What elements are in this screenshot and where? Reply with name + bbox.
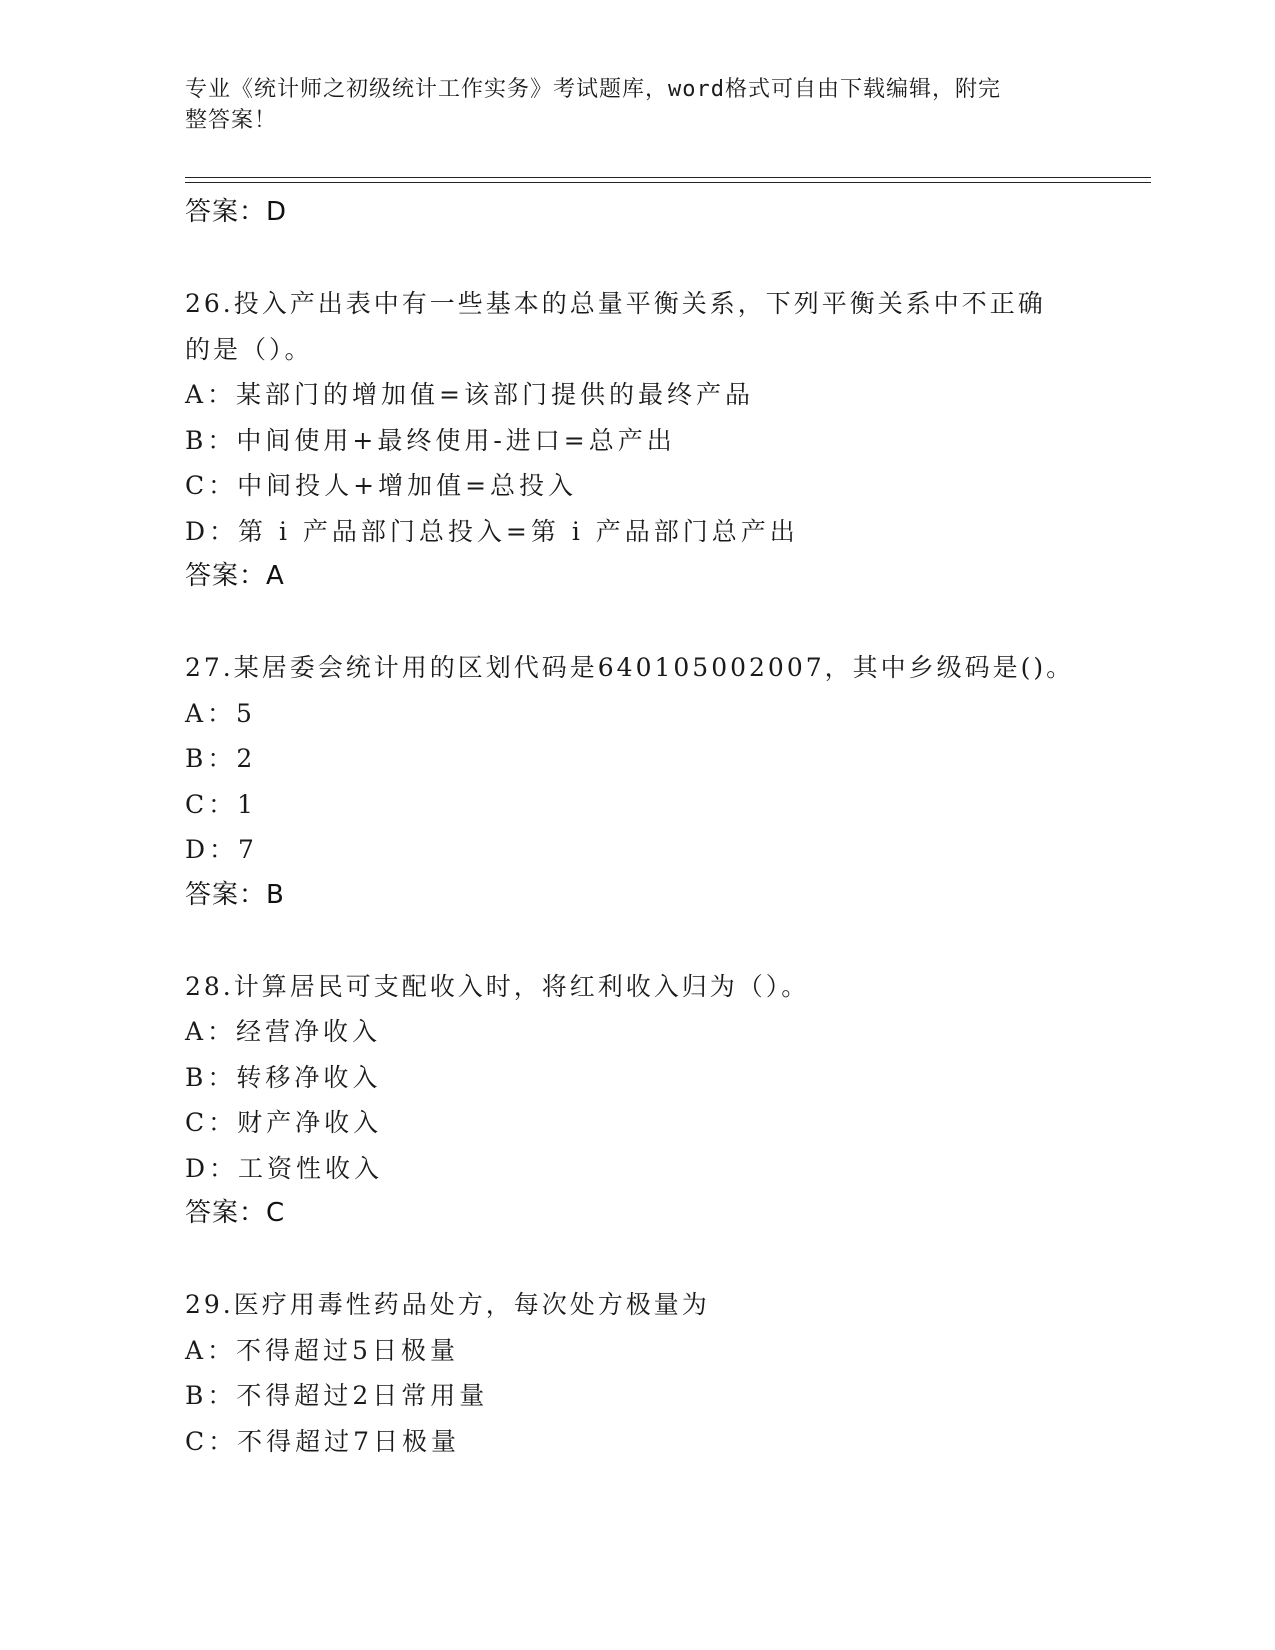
option-a: A：某部门的增加值=该部门提供的最终产品 xyxy=(185,380,755,409)
spacer xyxy=(185,1237,1085,1283)
option-a: A：不得超过5日极量 xyxy=(185,1335,459,1365)
option-c: C：不得超过7日极量 xyxy=(185,1426,461,1456)
option-b: B：转移净收入 xyxy=(185,1062,382,1092)
option-d: D：7 xyxy=(185,835,258,864)
question-29 xyxy=(185,1282,1085,1464)
spacer xyxy=(185,600,1085,646)
question-stem: 27.某居委会统计用的区划代码是640105002007，其中乡级码是()。 xyxy=(185,653,1075,682)
question-stem: 的是（）。 xyxy=(185,334,313,364)
option-c: C：财产净收入 xyxy=(185,1108,383,1137)
question-28 xyxy=(185,964,1085,1237)
option-c: C：1 xyxy=(185,789,258,819)
question-26 xyxy=(185,281,1085,600)
option-d: D：工资性收入 xyxy=(185,1153,384,1183)
option-b: B：不得超过2日常用量 xyxy=(185,1381,489,1410)
question-list xyxy=(185,190,1085,1464)
option-b: B：中间使用+最终使用-进口=总产出 xyxy=(185,425,676,455)
option-d: D：第 i 产品部门总投入=第 i 产品部门总产出 xyxy=(185,516,799,546)
previous-answer: 答案：D xyxy=(185,197,288,227)
question-stem: 29.医疗用毒性药品处方，每次处方极量为 xyxy=(185,1290,710,1319)
header-line-2: 整答案！ xyxy=(185,108,278,133)
option-a: A：5 xyxy=(185,698,256,728)
header-rule-thin xyxy=(185,177,1151,178)
answer: 答案：A xyxy=(185,561,285,591)
spacer xyxy=(185,236,1085,282)
option-c: C：中间投人+增加值=总投入 xyxy=(185,471,578,500)
header-rule-thick xyxy=(185,182,1151,183)
option-b: B：2 xyxy=(185,744,257,773)
question-stem: 28.计算居民可支配收入时，将红利收入归为（）。 xyxy=(185,971,810,1001)
answer: 答案：C xyxy=(185,1198,286,1228)
answer: 答案：B xyxy=(185,879,285,910)
question-stem: 26.投入产出表中有一些基本的总量平衡关系，下列平衡关系中不正确 xyxy=(185,289,1046,318)
question-27 xyxy=(185,645,1085,918)
header-line-1: 专业《统计师之初级统计工作实务》考试题库，word格式可自由下载编辑，附完 xyxy=(185,77,1001,102)
option-a: A：经营净收入 xyxy=(185,1017,382,1046)
spacer xyxy=(185,918,1085,964)
page-header xyxy=(185,74,1085,136)
